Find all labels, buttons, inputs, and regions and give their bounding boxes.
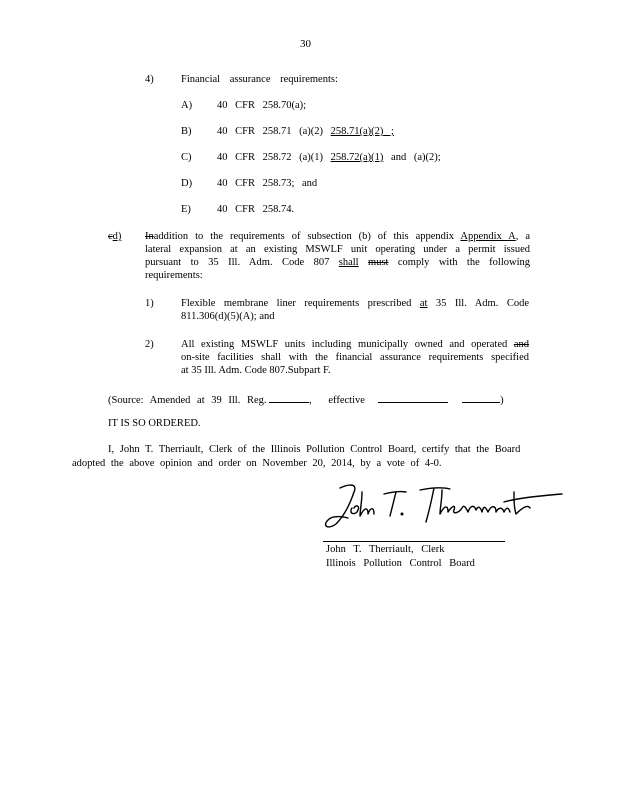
signature-line xyxy=(323,541,505,542)
citation-part: 40 CFR 258.72 (a)(1) xyxy=(217,152,331,163)
sublist-part: and xyxy=(513,339,529,350)
section-d-part: must xyxy=(368,257,389,268)
subitem-citation xyxy=(217,177,317,190)
subitem-letter: D) xyxy=(181,178,193,189)
subitem-letter: C) xyxy=(181,152,192,163)
citation-part: 258.71(a)(2) xyxy=(330,126,384,137)
sublist-line xyxy=(181,338,529,351)
subitem-letter: A) xyxy=(181,100,193,111)
citation-part: 40 CFR 258.74. xyxy=(217,204,295,215)
sublist-part: Flexible membrane liner requirements prescribed xyxy=(181,298,420,309)
certification-line-1: I, John T. Therriault, Clerk of the Illinois Pollution Control Board, certify that the Board xyxy=(108,444,521,455)
item-4-number: 4) xyxy=(145,74,154,85)
source-comma: , xyxy=(309,395,312,406)
section-d-line xyxy=(145,230,530,243)
section-d-marker xyxy=(108,230,121,243)
subitem-citation xyxy=(217,203,294,216)
section-d-part: comply with the following xyxy=(388,257,531,268)
sublist-line xyxy=(181,364,529,377)
section-d-label: d) xyxy=(112,231,122,242)
source-note xyxy=(108,392,504,407)
effective-date-blank xyxy=(378,392,448,403)
citation-part: 258.72(a)(1) xyxy=(330,152,384,163)
sublist-line xyxy=(181,351,529,364)
section-c-strike: c xyxy=(108,231,113,242)
signature-image xyxy=(318,478,568,540)
citation-part: 40 CFR 258.73; and xyxy=(217,178,318,189)
order-statement: IT IS SO ORDERED. xyxy=(108,418,201,429)
source-prefix: (Source: Amended at 39 Ill. Reg. xyxy=(108,395,267,406)
section-d-line xyxy=(145,243,530,256)
citation-part: and (a)(2); xyxy=(383,152,441,163)
section-d-part: addition to the requirements of subsection (b) of this appendix xyxy=(153,231,461,242)
section-d-part: lateral expansion at an existing MSWLF unit operating under a permit issued xyxy=(145,244,530,255)
section-d-line xyxy=(145,269,530,282)
source-effective: effective xyxy=(328,395,365,406)
item-4-label: Financial assurance requirements: xyxy=(181,74,338,85)
sublist-number: 1) xyxy=(145,298,154,309)
sublist-part: 811.306(d)(5)(A); and xyxy=(181,311,275,322)
sublist-text xyxy=(181,297,529,323)
section-d-line xyxy=(145,256,530,269)
sublist-part: at 35 Ill. Adm. Code 807.Subpart F. xyxy=(181,365,331,376)
signer-organization: Illinois Pollution Control Board xyxy=(326,558,475,569)
section-d-part xyxy=(359,257,368,268)
section-d-part: In xyxy=(145,231,154,242)
sublist-line xyxy=(181,297,529,310)
section-d-part: requirements: xyxy=(145,270,203,281)
signer-name: John T. Therriault, Clerk xyxy=(326,544,445,555)
subitem-letter: B) xyxy=(181,126,192,137)
citation-part: 40 CFR 258.70(a); xyxy=(217,100,307,111)
sublist-part: at xyxy=(419,298,428,309)
section-d-part: , a xyxy=(515,231,530,242)
sublist-part: All existing MSWLF units including municipally owned and operated xyxy=(181,339,514,350)
section-d-text xyxy=(145,230,530,282)
section-d-part: pursuant to 35 Ill. Adm. Code 807 xyxy=(145,257,339,268)
sublist-number: 2) xyxy=(145,339,154,350)
citation-part: ; xyxy=(383,126,394,137)
source-close: ) xyxy=(500,395,504,406)
citation-part: 40 CFR 258.71 (a)(2) xyxy=(217,126,331,137)
effective-year-blank xyxy=(462,392,500,403)
subitem-citation xyxy=(217,151,441,164)
section-d-part: Appendix A xyxy=(460,231,516,242)
subitem-citation xyxy=(217,99,306,112)
sublist-part: on-site facilities shall with the financial assurance requirements specified xyxy=(181,352,529,363)
sublist-part: 35 Ill. Adm. Code xyxy=(427,298,529,309)
section-d-part: shall xyxy=(338,257,359,268)
page-number: 30 xyxy=(300,38,311,50)
sublist-line xyxy=(181,310,529,323)
subitem-citation xyxy=(217,125,394,138)
reg-page-blank xyxy=(269,392,309,403)
sublist-text xyxy=(181,338,529,377)
subitem-letter: E) xyxy=(181,204,191,215)
certification-line-2: adopted the above opinion and order on November 20, 2014, by a vote of 4-0. xyxy=(72,458,442,469)
